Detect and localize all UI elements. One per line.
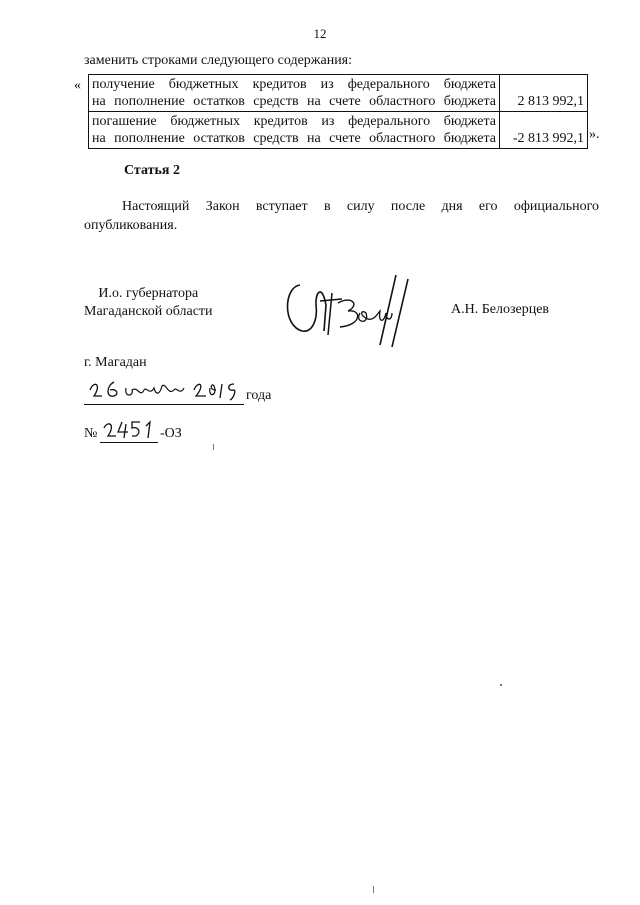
quote-open: « [74,78,81,93]
signer-name: А.Н. Белозерцев [451,302,550,317]
signature-image [282,265,417,350]
signer-title-line: Магаданской области [84,304,213,319]
number-sign: № [84,426,98,441]
table-cell-value: 2 813 992,1 [500,75,588,112]
table-cell-description [89,112,500,149]
article-text-line: опубликования. [84,218,178,233]
row-text-line: на пополнение остатков средств на счете областного бюджета [92,131,496,146]
quote-close: ». [589,127,600,142]
article-text-line: Настоящий Закон вступает в силу после дня его официального [122,199,599,214]
scan-speck [500,684,502,686]
scan-speck [213,444,214,450]
table-row [89,75,588,112]
date-suffix: года [246,388,272,403]
intro-text: заменить строками следующего содержания: [84,53,353,68]
signing-date [84,380,304,410]
table-cell-description [89,75,500,112]
row-text-line: погашение бюджетных кредитов из федерального бюджета [92,114,496,129]
row-text-line: на пополнение остатков средств на счете областного бюджета [92,94,496,109]
law-number [84,418,204,448]
date-underline [84,404,244,405]
table-cell-value: -2 813 992,1 [500,112,588,149]
handwritten-number [100,418,160,444]
signer-title [84,285,213,321]
handwritten-date [84,376,246,406]
number-suffix: -ОЗ [160,426,182,441]
city: г. Магадан [84,355,147,370]
number-underline [100,442,158,443]
article-title: Статья 2 [124,163,180,178]
article-text [84,197,599,235]
row-text-line: получение бюджетных кредитов из федерального бюджета [92,77,496,92]
scan-speck [373,886,374,893]
signer-title-line: И.о. губернатора [98,286,199,301]
page-number: 12 [313,26,327,41]
table-row [89,112,588,149]
budget-table [88,74,588,149]
